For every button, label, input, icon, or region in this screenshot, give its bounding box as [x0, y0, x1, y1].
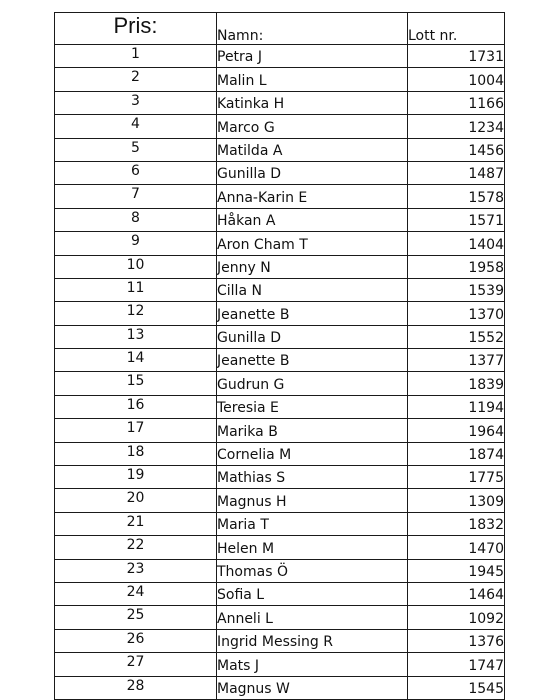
winner-name-cell: Anneli L [217, 606, 408, 629]
prize-number-cell: 21 [55, 512, 217, 535]
header-lott-nr: Lott nr. [408, 13, 505, 45]
ticket-number-cell: 1487 [408, 161, 505, 184]
ticket-number-cell: 1571 [408, 208, 505, 231]
table-row [55, 161, 505, 184]
table-row [55, 278, 505, 301]
prize-number-cell: 3 [55, 91, 217, 114]
table-row [55, 653, 505, 676]
table-body [55, 45, 505, 700]
table-row [55, 91, 505, 114]
winner-name-cell: Anna-Karin E [217, 185, 408, 208]
ticket-number-cell: 1404 [408, 232, 505, 255]
table-row [55, 629, 505, 652]
winner-name-cell: Magnus W [217, 676, 408, 699]
winner-name-cell: Gunilla D [217, 161, 408, 184]
table-row [55, 512, 505, 535]
ticket-number-cell: 1092 [408, 606, 505, 629]
prize-number-cell: 11 [55, 278, 217, 301]
prize-number-cell: 22 [55, 536, 217, 559]
ticket-number-cell: 1731 [408, 45, 505, 68]
ticket-number-cell: 1839 [408, 372, 505, 395]
table-row [55, 489, 505, 512]
winner-name-cell: Ingrid Messing R [217, 629, 408, 652]
prize-number-cell: 6 [55, 161, 217, 184]
ticket-number-cell: 1456 [408, 138, 505, 161]
winner-name-cell: Matilda A [217, 138, 408, 161]
winner-name-cell: Maria T [217, 512, 408, 535]
winner-name-cell: Malin L [217, 68, 408, 91]
prize-number-cell: 28 [55, 676, 217, 699]
ticket-number-cell: 1747 [408, 653, 505, 676]
ticket-number-cell: 1775 [408, 466, 505, 489]
table-row [55, 536, 505, 559]
winner-name-cell: Aron Cham T [217, 232, 408, 255]
winner-name-cell: Helen M [217, 536, 408, 559]
winner-name-cell: Cornelia M [217, 442, 408, 465]
ticket-number-cell: 1376 [408, 629, 505, 652]
ticket-number-cell: 1964 [408, 419, 505, 442]
table-row [55, 559, 505, 582]
prize-number-cell: 10 [55, 255, 217, 278]
table-row [55, 68, 505, 91]
ticket-number-cell: 1539 [408, 278, 505, 301]
winner-name-cell: Jeanette B [217, 302, 408, 325]
ticket-number-cell: 1004 [408, 68, 505, 91]
winner-name-cell: Håkan A [217, 208, 408, 231]
prize-number-cell: 4 [55, 115, 217, 138]
header-row [55, 13, 505, 45]
prize-number-cell: 17 [55, 419, 217, 442]
prize-number-cell: 5 [55, 138, 217, 161]
ticket-number-cell: 1377 [408, 349, 505, 372]
table-row [55, 442, 505, 465]
header-pris: Pris: [55, 13, 217, 45]
ticket-number-cell: 1194 [408, 395, 505, 418]
winner-name-cell: Marco G [217, 115, 408, 138]
prize-number-cell: 2 [55, 68, 217, 91]
table-row [55, 395, 505, 418]
table-row [55, 349, 505, 372]
prize-number-cell: 13 [55, 325, 217, 348]
table-row [55, 582, 505, 605]
prize-number-cell: 7 [55, 185, 217, 208]
prize-number-cell: 12 [55, 302, 217, 325]
prize-number-cell: 19 [55, 466, 217, 489]
table-row [55, 208, 505, 231]
prize-number-cell: 9 [55, 232, 217, 255]
prize-number-cell: 23 [55, 559, 217, 582]
table-row [55, 255, 505, 278]
winner-name-cell: Cilla N [217, 278, 408, 301]
winner-name-cell: Jeanette B [217, 349, 408, 372]
ticket-number-cell: 1545 [408, 676, 505, 699]
table-row [55, 419, 505, 442]
ticket-number-cell: 1578 [408, 185, 505, 208]
prize-number-cell: 15 [55, 372, 217, 395]
table-row [55, 185, 505, 208]
ticket-number-cell: 1234 [408, 115, 505, 138]
ticket-number-cell: 1945 [408, 559, 505, 582]
prize-number-cell: 14 [55, 349, 217, 372]
ticket-number-cell: 1370 [408, 302, 505, 325]
table-row [55, 325, 505, 348]
prize-number-cell: 18 [55, 442, 217, 465]
table-row [55, 115, 505, 138]
table-row [55, 232, 505, 255]
table-row [55, 372, 505, 395]
winner-name-cell: Thomas Ö [217, 559, 408, 582]
ticket-number-cell: 1832 [408, 512, 505, 535]
ticket-number-cell: 1470 [408, 536, 505, 559]
table-row [55, 138, 505, 161]
ticket-number-cell: 1464 [408, 582, 505, 605]
table-row [55, 466, 505, 489]
prize-number-cell: 16 [55, 395, 217, 418]
prize-winners-table [54, 12, 505, 700]
winner-name-cell: Petra J [217, 45, 408, 68]
winner-name-cell: Mats J [217, 653, 408, 676]
winner-name-cell: Teresia E [217, 395, 408, 418]
table-row [55, 676, 505, 699]
winner-name-cell: Marika B [217, 419, 408, 442]
header-namn: Namn: [217, 13, 408, 45]
prize-number-cell: 25 [55, 606, 217, 629]
ticket-number-cell: 1552 [408, 325, 505, 348]
winner-name-cell: Mathias S [217, 466, 408, 489]
winner-name-cell: Magnus H [217, 489, 408, 512]
ticket-number-cell: 1309 [408, 489, 505, 512]
winner-name-cell: Jenny N [217, 255, 408, 278]
prize-number-cell: 26 [55, 629, 217, 652]
ticket-number-cell: 1874 [408, 442, 505, 465]
ticket-number-cell: 1166 [408, 91, 505, 114]
prize-number-cell: 8 [55, 208, 217, 231]
table-row [55, 302, 505, 325]
table-row [55, 45, 505, 68]
prize-number-cell: 24 [55, 582, 217, 605]
table-row [55, 606, 505, 629]
winner-name-cell: Katinka H [217, 91, 408, 114]
winner-name-cell: Sofia L [217, 582, 408, 605]
prize-number-cell: 20 [55, 489, 217, 512]
ticket-number-cell: 1958 [408, 255, 505, 278]
prize-number-cell: 1 [55, 45, 217, 68]
winner-name-cell: Gudrun G [217, 372, 408, 395]
prize-number-cell: 27 [55, 653, 217, 676]
winner-name-cell: Gunilla D [217, 325, 408, 348]
